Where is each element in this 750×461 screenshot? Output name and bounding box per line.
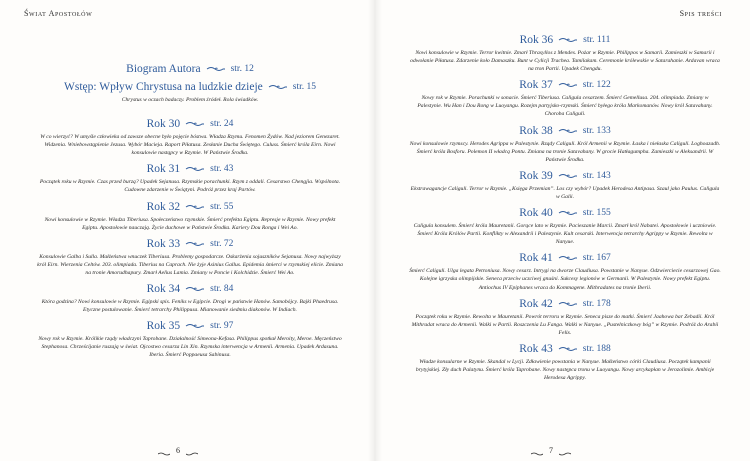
toc-heading[interactable] (409, 170, 721, 182)
ornament-icon (158, 449, 170, 453)
chapter-summary: Która godzina? Nowi konsulowie w Rzymie. Egipski spis. Feniks w Egipcie. Drogi w państwie Hanów. Samobójcy. Bajki Phaedrusa. Etyczne postulowanie. Śmierć tetrarchy Philippusa. Mianowanie siedmiu diakonów. W Indiach. (41, 299, 339, 314)
page-reference: str. 111 (583, 35, 611, 45)
page-number (158, 446, 198, 455)
scroll-ornament-icon (185, 166, 205, 172)
page-reference: str. 122 (582, 80, 611, 91)
scroll-ornament-icon (185, 204, 205, 210)
scroll-ornament-icon (558, 37, 578, 43)
toc-heading[interactable] (36, 163, 344, 175)
chapter-title: Wstęp: Wpływ Chrystusa na ludzkie dzieje (64, 81, 263, 93)
chapter-title: Rok 38 (519, 124, 553, 137)
scroll-ornament-icon (185, 121, 205, 127)
scroll-ornament-icon (185, 323, 205, 329)
ornament-icon (559, 449, 571, 453)
scroll-ornament-icon (185, 241, 205, 247)
chapter-summary: Nowi konsulowie w Rzymie. Władza Tiberiusa. Społeczeństwo rzymskie. Śmierć prefekta Egiptu. Represje w Rzymie. Nowy prefekt Egiptu. Apostołowie nauczają. Życie duchowe w Państwie Środka. Kariery Dou Ronga i Wei Ao. (44, 216, 336, 231)
toc-heading[interactable] (36, 238, 344, 250)
toc-entry (36, 118, 344, 157)
toc-entry (36, 81, 344, 104)
chapter-summary: Ekstrawagancje Caliguli. Terror w Rzymie. „Księga Przemian”. Los czy wybór? Upadek Herodesa Antipasa. Szaul jako Paulus. Caligula w Galii. (410, 185, 720, 200)
page-reference: str. 72 (210, 238, 234, 249)
chapter-summary: Chrystus w oczach badaczy. Problem źródeł. Rola świadków. (121, 97, 259, 103)
page-reference: str. 84 (210, 284, 234, 295)
page-reference: str. 43 (210, 164, 234, 175)
page-number-value: 7 (549, 446, 553, 455)
table-of-contents (409, 34, 721, 382)
page-reference: str. 12 (230, 64, 254, 74)
toc-entry (409, 252, 721, 291)
chapter-title: Rok 39 (519, 169, 553, 182)
toc-entry (409, 298, 721, 337)
chapter-summary: Władze konsularne w Rzymie. Skandal w Lycji. Zdławienie powstania w Nanyue. Małżeństwo córki Claudiusa. Początek kampanii brytyjskiej. Zły duch Palatynu. Śmierć króla Taprobane. Nowy następca tronu w Luoyangu. Nowy arcykapłan w Jerozolimie. Ambicje Herodesa Agrippy. (415, 358, 715, 382)
page-reference: str. 24 (210, 119, 234, 130)
chapter-summary: Początek roku w Rzymie. Rewolta w Mauretanii. Powrót terroru w Rzymie. Seneca pisze do matki. Śmierć Jaahowa bar Zebadii. Król Mithradat wraca do Armenii. Walki w Partii. Roszczenia Lu Fanga. Walki w Nanyue. „Pustelniczkowy bóg” w Rzymie. Podróż do Arabii Felix. (411, 313, 719, 336)
chapter-title: Rok 40 (519, 207, 553, 220)
toc-heading[interactable] (36, 201, 344, 213)
toc-entry (36, 320, 344, 359)
ornament-icon (531, 449, 543, 453)
toc-heading[interactable] (409, 298, 721, 310)
scroll-ornament-icon (185, 286, 205, 292)
toc-entry (409, 207, 721, 246)
toc-entry (409, 79, 721, 118)
page-reference: str. 188 (582, 343, 611, 354)
toc-entry (36, 238, 344, 277)
scroll-ornament-icon (558, 346, 578, 352)
page-reference: str. 97 (210, 321, 234, 332)
toc-heading[interactable] (409, 125, 721, 137)
toc-entry (409, 34, 721, 73)
toc-heading[interactable] (409, 79, 721, 91)
chapter-summary: Nowy rok w Rzymie. Porachunki w sonacie. Śmierć Tiberiusa. Caligula cesarzem. Śmierć Gemellusa. 204. olimpiada. Zmiany w Palestynie. Wu Han i Dou Rong w Luoyangu. Rozejm partyjsko-rzymski. Śmierć byłego króla Markomanów. Nowy król Satavahany. Choroba Caliguli. (417, 95, 713, 118)
toc-entry (409, 170, 721, 201)
chapter-title: Rok 42 (519, 297, 553, 310)
chapter-summary: Caligula konsulem. Śmierć króla Mauretanii. Gorące lato w Rzymie. Pacieszanie Marcii. Zmarł król Nabatei. Apostołowie i uczniowie. Śmierć Króla Królów Partii. Konflikty w Alexandrii i Palestynie. Kult cesarski. Interwencja tetrarchy Agrippy w Rzymie. Rewolta w Nanyue. (413, 223, 717, 246)
page-reference: str. 15 (292, 82, 316, 92)
page-number-value: 6 (176, 446, 180, 455)
toc-heading[interactable] (36, 283, 344, 295)
chapter-title: Rok 34 (146, 283, 181, 296)
toc-heading[interactable] (409, 207, 721, 219)
chapter-title: Biogram Autora (126, 63, 201, 75)
toc-heading[interactable] (36, 320, 344, 332)
toc-heading[interactable] (409, 343, 721, 355)
scroll-ornament-icon (558, 82, 578, 88)
chapter-summary: Nowi konsulowie rzymscy. Herodes Agrippa w Palestynie. Rządy Caliguli. Król Armenii w Rzymie. Łaska i niełaska Caliguli. Loghoazadh. Śmierć króla Bosforu. Polemon II władcą Pontu. Zmiana na tronie Satavahany. W grocie Hatłagumpha. Zamieszki w Aleksandrii. W Państwie Środka. (409, 140, 721, 163)
toc-heading[interactable] (36, 118, 344, 130)
chapter-title: Rok 33 (146, 237, 181, 250)
page-reference: str. 178 (582, 298, 611, 309)
chapter-summary: Nowy rok w Rzymie. Królikie rządy władczyni Taprobane. Działalność Simeona-Kefasa. Philippus spotkał Meroity, Meroe. Męczeństwo Stephanosa. Chrześcijanie ruszają w świat. Ojcostwo cesarza Lin Xin. Rzymska interwencja w Armenii. Armenia. Upadek Ardasuna. Iberia. Śmierć Poppaeusa Sabinusa. (38, 336, 342, 359)
chapter-summary: Śmierć Caliguli. Ulga legata Petroniusa. Nowy cesarz. Intrygi na dworze Claudiusa. Powstanie w Nanyue. Odzwierciecie cesarzowej Gao. Kolejne igrzyska olimpijskie. Seneca przeciw uczciwej gnuśni. Sukcesy legionów w Germanii. W Palestynie. Nowy prefekt Egiptu. Antiochus IV Epiphanes wraca do Kommagene. Mithradates na tronie Iberii. (409, 268, 721, 291)
ornament-icon (186, 449, 198, 453)
chapter-title: Rok 36 (519, 34, 554, 46)
chapter-summary: W co wierzyć? W umyśle człowieka od zawsze obecne było pojęcie bóstwa. Władza Rzymu. Fenomen Żydów. Nad jeziorem Genezaret. Widzenia. Wniebowstąpienie Jezusa. Wybór Macieja. Raport Piłatusa. Zesłanie Ducha Świętego. Culuss. Śmierć króla Eirn. Nowi konsulowie nastąpcy w Rzymie. W Państwie Środka. (40, 134, 340, 157)
chapter-title: Rok 30 (146, 118, 181, 131)
toc-heading[interactable] (409, 34, 721, 46)
scroll-ornament-icon (558, 210, 578, 216)
toc-heading[interactable] (36, 63, 344, 75)
toc-entry (36, 283, 344, 314)
scroll-ornament-icon (558, 128, 578, 134)
scroll-ornament-icon (558, 301, 578, 307)
page-number (531, 446, 571, 455)
running-head: Świat Apostołów (24, 9, 93, 18)
chapter-summary: Początek roku w Rzymie. Czas przed burzą? Upadek Sejanusa. Rzymskie porachunki. Rzym z oddali. Cesarstwo Chengjia. Wspólnota. Cudowne zdarzenie w Świątyni. Podróż przez kraj Partów. (39, 179, 341, 194)
page-reference: str. 167 (582, 253, 611, 264)
page-reference: str. 55 (210, 201, 234, 212)
page-reference: str. 155 (582, 208, 611, 219)
scroll-ornament-icon (558, 255, 578, 261)
toc-heading[interactable] (409, 252, 721, 264)
scroll-ornament-icon (268, 84, 288, 90)
toc-entry (36, 63, 344, 75)
chapter-title: Rok 37 (519, 79, 553, 92)
scroll-ornament-icon (206, 66, 226, 72)
scroll-ornament-icon (558, 173, 578, 179)
toc-entry (36, 201, 344, 232)
table-of-contents (36, 63, 344, 360)
chapter-title: Rok 41 (519, 252, 553, 265)
page-reference: str. 143 (582, 170, 611, 181)
right-page (375, 0, 750, 461)
toc-entry (36, 163, 344, 194)
chapter-title: Rok 35 (146, 320, 181, 333)
chapter-summary: Nowi konsulowie w Rzymie. Terror kwitnie. Zmarł Thrasyllos z Mendes. Pożar w Rzymie. Philippos w Samarii. Zamieszki w Samarii i odwołanie Piłatusa. Zdarzenie koło Damaszku. Bunt w Cylicji Trachea. Tamilakam. Ceremonie królewskie w Satarahanie. Ardavan wraca na tron Partii. Upadek Chengdu. (410, 50, 720, 73)
toc-heading[interactable] (36, 81, 344, 93)
chapter-summary: Konsulowie Galba i Sulla. Małżeństwa wnuczek Tiberiusa. Problemy gospodarcze. Oskarżenia sojuszników Sejanusa. Nowy najwyższy król Eirn. Wierzenia Celtów. 203. olimpiada. Tiberius na Caprach. Nie żyje Asinius Gallus. Epidemia śmierci w rzymskiej elicie. Zmiana na tronie Amorudhapury. Zmarł Aelius Lamia. Zmiany w Poncie i Kolchidzie. Śmierć Wei Ao. (37, 253, 343, 276)
page-reference: str. 133 (582, 125, 611, 136)
running-head: Spis treści (679, 9, 722, 18)
chapter-title: Rok 32 (146, 200, 181, 213)
toc-entry (409, 125, 721, 164)
toc-entry (409, 343, 721, 382)
chapter-title: Rok 31 (146, 163, 181, 176)
chapter-title: Rok 43 (519, 342, 553, 355)
